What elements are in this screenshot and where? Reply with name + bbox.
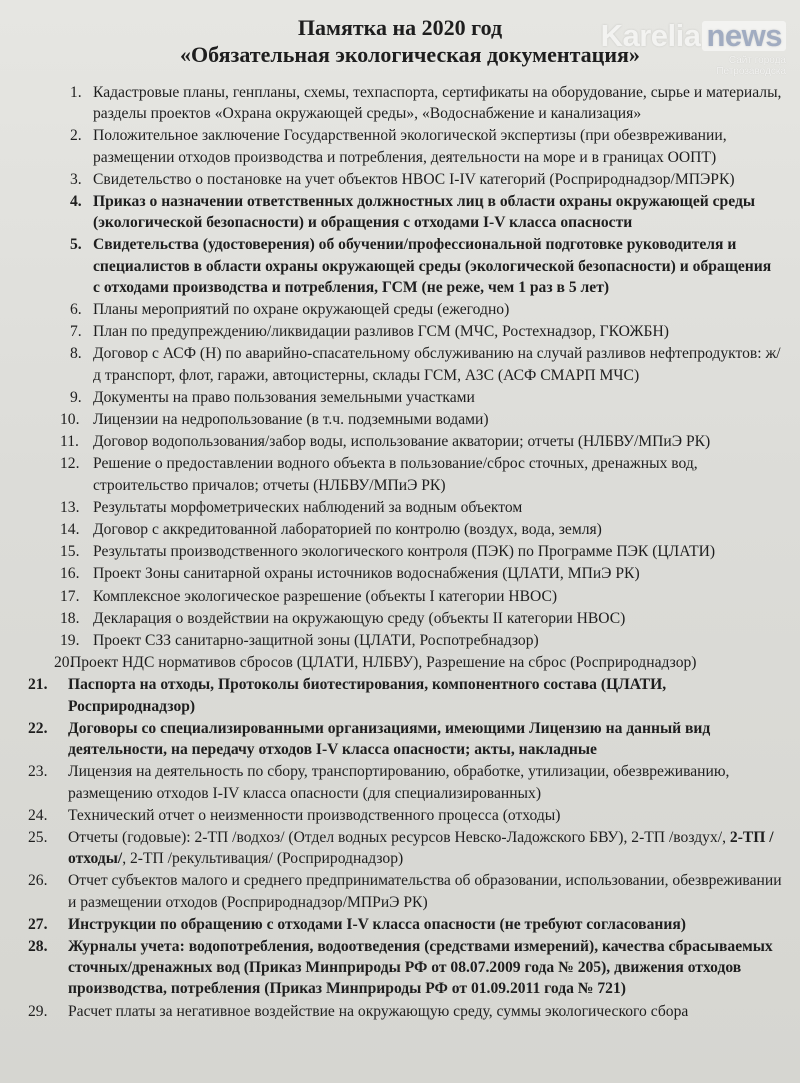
item-number: 20. (54, 654, 74, 672)
item-text: Декларация о воздействии на окружающую среду (объекты II категории НВОС) (93, 609, 626, 627)
list-item (16, 563, 782, 584)
item-number: 18. (60, 609, 80, 627)
item-text: Договоры со специализированными организациями, имеющими Лицензию на данный вид деятельности, на передачу отходов I-V класса опасности; акты, накладные (68, 719, 711, 759)
requirements-list (16, 82, 782, 1023)
item-number: 17. (60, 587, 80, 605)
item-number: 21. (28, 676, 48, 694)
list-item (16, 387, 782, 408)
item-text: Договор водопользования/забор воды, использование акватории; отчеты (НЛБВУ/МПиЭ РК) (93, 433, 711, 451)
item-number: 16. (60, 565, 80, 583)
item-text: Журналы учета: водопотребления, водоотведения (средствами измерений), качества сбрасываемых сточных/дренажных вод (Приказ Минприроды РФ от 08.07.2009 года № 205), движения отходов производства, потребления (Приказ Минприроды РФ от 01.09.2011 года № 721) (68, 937, 773, 998)
list-item (16, 409, 782, 430)
item-number: 19. (60, 632, 80, 650)
item-text: Приказ о назначении ответственных должностных лиц в области охраны окружающей среды (экологической безопасности) и обращения с отходами I-V класса опасности (93, 193, 756, 232)
item-number: 12. (60, 455, 80, 473)
item-number: 5. (70, 236, 82, 254)
item-number: 4. (70, 193, 82, 211)
item-text: Документы на право пользования земельными участками (93, 388, 475, 406)
watermark-tagline-line1: Сайт города (728, 55, 786, 66)
item-text: Проект НДС нормативов сбросов (ЦЛАТИ, НЛБВУ), Разрешение на сброс (Росприроднадзор) (70, 654, 697, 672)
list-item (16, 497, 782, 518)
item-number: 11. (60, 433, 79, 451)
item-text: Свидетельства (удостоверения) об обучении/профессиональной подготовке руководителя и специалистов в области охраны окружающей среды (экологической безопасности) и обращения с отходами производства и потребления, ГСМ (не реже, чем 1 раз в 5 лет) (93, 236, 772, 296)
list-item (16, 321, 782, 342)
list-item (16, 453, 782, 495)
item-text: Решение о предоставлении водного объекта в пользование/сброс сточных, дренажных вод, строительство причалов; отчеты (НЛБВУ/МПиЭ РК) (93, 455, 698, 494)
list-item (16, 191, 782, 233)
list-item (16, 652, 782, 673)
item-number: 23. (28, 763, 48, 781)
item-text: Договор с аккредитованной лабораторией по контролю (воздух, вода, земля) (93, 521, 602, 539)
item-text: Расчет платы за негативное воздействие на окружающую среду, суммы экологического сбора (68, 1002, 689, 1020)
watermark-logo-badge: news (702, 21, 786, 51)
item-number: 1. (70, 84, 82, 101)
item-text: План по предупреждению/ликвидации разливов ГСМ (МЧС, Ростехнадзор, ГКОЖБН) (93, 323, 669, 341)
item-text: Договор с АСФ (Н) по аварийно-спасательному обслуживанию на случай разливов нефтепродуктов: ж/д транспорт, флот, гаражи, автоцистерны, склады ГСМ, АЗС (АСФ СМАРП МЧС) (93, 345, 781, 384)
item-text: Лицензия на деятельность по сбору, транспортированию, обработке, утилизации, обезвреживанию, размещению отходов I-IV класса опасности (для специализированных) (68, 763, 730, 802)
list-item (16, 431, 782, 452)
list-item (16, 343, 782, 385)
item-number: 27. (28, 915, 48, 933)
list-item (16, 761, 782, 803)
list-item (16, 914, 782, 935)
item-text: Технический отчет о неизменности производственного процесса (отходы) (68, 806, 561, 824)
item-number: 14. (60, 521, 80, 539)
item-number: 13. (60, 498, 80, 516)
item-number: 28. (28, 937, 48, 955)
list-item (16, 630, 782, 651)
item-number: 2. (70, 127, 82, 145)
item-text: Проект Зоны санитарной охраны источников водоснабжения (ЦЛАТИ, МПиЭ РК) (93, 565, 640, 583)
item-number: 25. (28, 828, 48, 846)
item-number: 7. (70, 323, 82, 341)
item-number: 9. (70, 388, 82, 406)
document-header (0, 14, 800, 68)
list-item (16, 519, 782, 540)
item-text: Паспорта на отходы, Протоколы биотестирования, компонентного состава (ЦЛАТИ, Росприроднадзор) (68, 676, 667, 715)
list-item (16, 1001, 782, 1022)
item-number: 24. (28, 806, 48, 824)
item-text: Кадастровые планы, генпланы, схемы, техпаспорта, сертификаты на оборудование, сырье и материалы, разделы проектов «Охрана окружающей среды», «Водоснабжение и канализация» (93, 84, 782, 123)
watermark-logo-left: Karelia (600, 18, 701, 53)
item-text: , 2-ТП /рекультивация/ (Росприроднадзор) (122, 850, 404, 868)
watermark-tagline-line2: Петрозаводска (716, 66, 786, 77)
item-text: Положительное заключение Государственной экологической экспертизы (при обезвреживании, размещении отходов производства и потребления, деятельности на море и в границах ООПТ) (93, 127, 727, 166)
item-number: 8. (70, 345, 82, 363)
item-number: 15. (60, 543, 80, 561)
item-text: Планы мероприятий по охране окружающей среды (ежегодно) (93, 301, 510, 319)
item-text: Комплексное экологическое разрешение (объекты I категории НВОС) (93, 587, 558, 605)
item-number: 6. (70, 301, 82, 319)
list-item (16, 82, 782, 124)
list-item (16, 870, 782, 912)
document-title: Памятка на 2020 год (297, 15, 503, 40)
item-text: Лицензии на недропользование (в т.ч. подземными водами) (93, 411, 489, 429)
item-text-bold: 2-ТП /отходы/ (68, 828, 774, 868)
document-subtitle: «Обязательная экологическая документация» (180, 42, 640, 67)
item-text: Инструкции по обращению с отходами I-V класса опасности (не требуют согласования) (68, 915, 686, 933)
item-text: Свидетельство о постановке на учет объектов НВОС I-IV категорий (Росприроднадзор/МПЭРК) (93, 170, 735, 188)
list-item (16, 608, 782, 629)
list-item (16, 674, 782, 716)
list-item (16, 169, 782, 190)
item-number: 26. (28, 872, 48, 890)
list-item (16, 541, 782, 562)
list-item (16, 125, 782, 167)
item-number: 10. (60, 411, 80, 429)
list-item (16, 827, 782, 869)
item-number: 3. (70, 170, 82, 188)
item-number: 29. (28, 1002, 48, 1020)
list-item (16, 805, 782, 826)
list-item (16, 936, 782, 1000)
item-text: Результаты морфометрических наблюдений за водным объектом (93, 498, 523, 516)
item-text: Проект СЗЗ санитарно-защитной зоны (ЦЛАТИ, Роспотребнадзор) (93, 632, 539, 650)
item-number: 22. (28, 719, 48, 737)
list-item (16, 299, 782, 320)
item-text: Отчеты (годовые): 2-ТП /водхоз/ (Отдел водных ресурсов Невско-Ладожского БВУ), 2-ТП /воздух/, (68, 828, 726, 846)
item-text: Результаты производственного экологического контроля (ПЭК) по Программе ПЭК (ЦЛАТИ) (93, 543, 716, 561)
list-item (16, 586, 782, 607)
list-item (16, 718, 782, 760)
list-item (16, 234, 782, 298)
item-text: Отчет субъектов малого и среднего предпринимательства об образовании, использовании, обезвреживании и размещении отходов (Росприроднадзор/МПРиЭ РК) (68, 872, 782, 911)
